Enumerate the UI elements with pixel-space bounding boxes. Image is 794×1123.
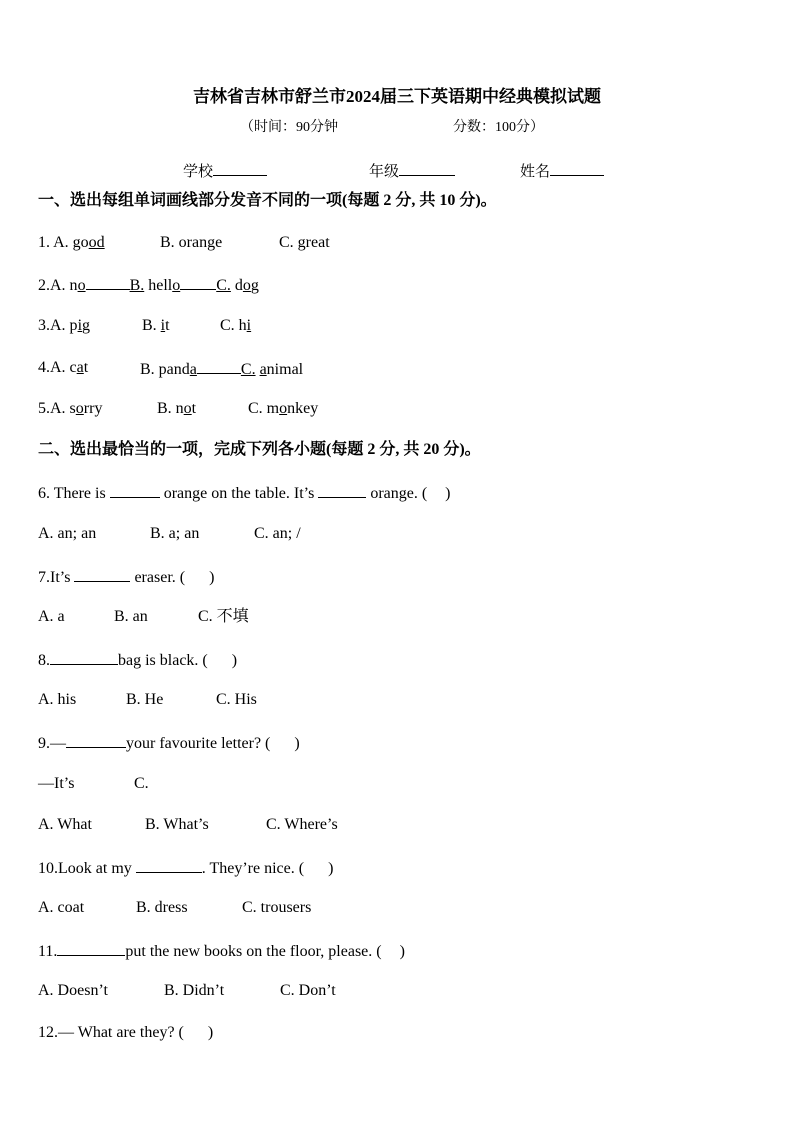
- q6-option-c[interactable]: C. an; /: [254, 525, 301, 542]
- school-label: 学校: [183, 164, 214, 180]
- question-11-options: [38, 981, 336, 1001]
- q5-option-c: C. monkey: [248, 400, 319, 417]
- name-field: [520, 160, 604, 182]
- question-5: 5.A. sorry B. not C. monkey: [38, 400, 319, 417]
- q10-option-a[interactable]: A. coat: [38, 899, 85, 916]
- q6-option-a[interactable]: A. an; an: [38, 525, 97, 542]
- question-9: 9.— your favourite letter? ( ): [38, 732, 300, 754]
- q11-option-c[interactable]: C. Don’t: [280, 982, 336, 999]
- question-7-options: [38, 607, 249, 627]
- q3-option-c: C. hi: [220, 317, 252, 334]
- q3-option-b: B. it: [142, 317, 170, 334]
- question-10: 10.Look at my . They’re nice. ( ): [38, 857, 333, 879]
- section-2-heading: 二、选出最恰当的一项，完成下列各小题(每题 2 分, 共 20 分)。: [38, 441, 481, 458]
- q4-option-b: B. panda C. animal: [140, 358, 303, 380]
- question-1: 1. A. good B. orange C. great: [38, 234, 330, 251]
- grade-blank: [399, 160, 455, 176]
- question-9-options: [38, 815, 338, 835]
- q10-option-c[interactable]: C. trousers: [242, 899, 312, 916]
- exam-score: 分数：100分）: [453, 120, 544, 135]
- grade-label: 年级: [369, 164, 400, 180]
- q9-option-b[interactable]: B. What’s: [145, 816, 209, 833]
- q10-option-b[interactable]: B. dress: [136, 899, 188, 916]
- q1-option-c: C. great: [279, 234, 330, 251]
- q7-option-b[interactable]: B. an: [114, 608, 148, 625]
- q7-option-a[interactable]: A. a: [38, 608, 65, 625]
- section-1-heading: 一、选出每组单词画线部分发音不同的一项(每题 2 分, 共 10 分)。: [38, 192, 497, 209]
- question-2: 2.A. no B. hello C. dog: [38, 274, 259, 296]
- question-6-options: [38, 524, 301, 544]
- question-9-reply: —It’s C.: [38, 775, 149, 792]
- q11-option-a[interactable]: A. Doesn’t: [38, 982, 108, 999]
- page-title: 吉林省吉林市舒兰市2024届三下英语期中经典模拟试题: [193, 87, 601, 106]
- q7-option-c[interactable]: C. 不填: [198, 608, 249, 625]
- school-blank: [213, 160, 267, 176]
- q9-option-c[interactable]: C. Where’s: [266, 816, 338, 833]
- q8-option-b[interactable]: B. He: [126, 691, 164, 708]
- question-4: 4.A. cat B. panda C. animal: [38, 359, 304, 378]
- question-11: 11. put the new books on the floor, please. ( ): [38, 940, 405, 962]
- q5-option-b: B. not: [157, 400, 197, 417]
- question-3: 3.A. pig B. it C. hi: [38, 317, 252, 334]
- exam-time: （时间：90分钟: [240, 120, 338, 135]
- q9-option-a[interactable]: A. What: [38, 816, 92, 833]
- q6-option-b[interactable]: B. a; an: [150, 525, 200, 542]
- school-field: [183, 160, 267, 182]
- q11-option-b[interactable]: B. Didn’t: [164, 982, 225, 999]
- question-8-options: [38, 690, 257, 710]
- name-blank: [550, 160, 604, 176]
- name-label: 姓名: [520, 164, 551, 180]
- question-8: 8. bag is black. ( ): [38, 649, 237, 671]
- question-7: 7.It’s eraser. ( ): [38, 566, 214, 588]
- question-12: 12.— What are they? ( ): [38, 1024, 214, 1041]
- q8-option-a[interactable]: A. his: [38, 691, 77, 708]
- q1-option-b: B. orange: [160, 234, 223, 251]
- question-10-options: [38, 898, 312, 918]
- q8-option-c[interactable]: C. His: [216, 691, 257, 708]
- question-6: 6. There is orange on the table. It’s orange. ( ): [38, 482, 451, 504]
- grade-field: [369, 160, 455, 182]
